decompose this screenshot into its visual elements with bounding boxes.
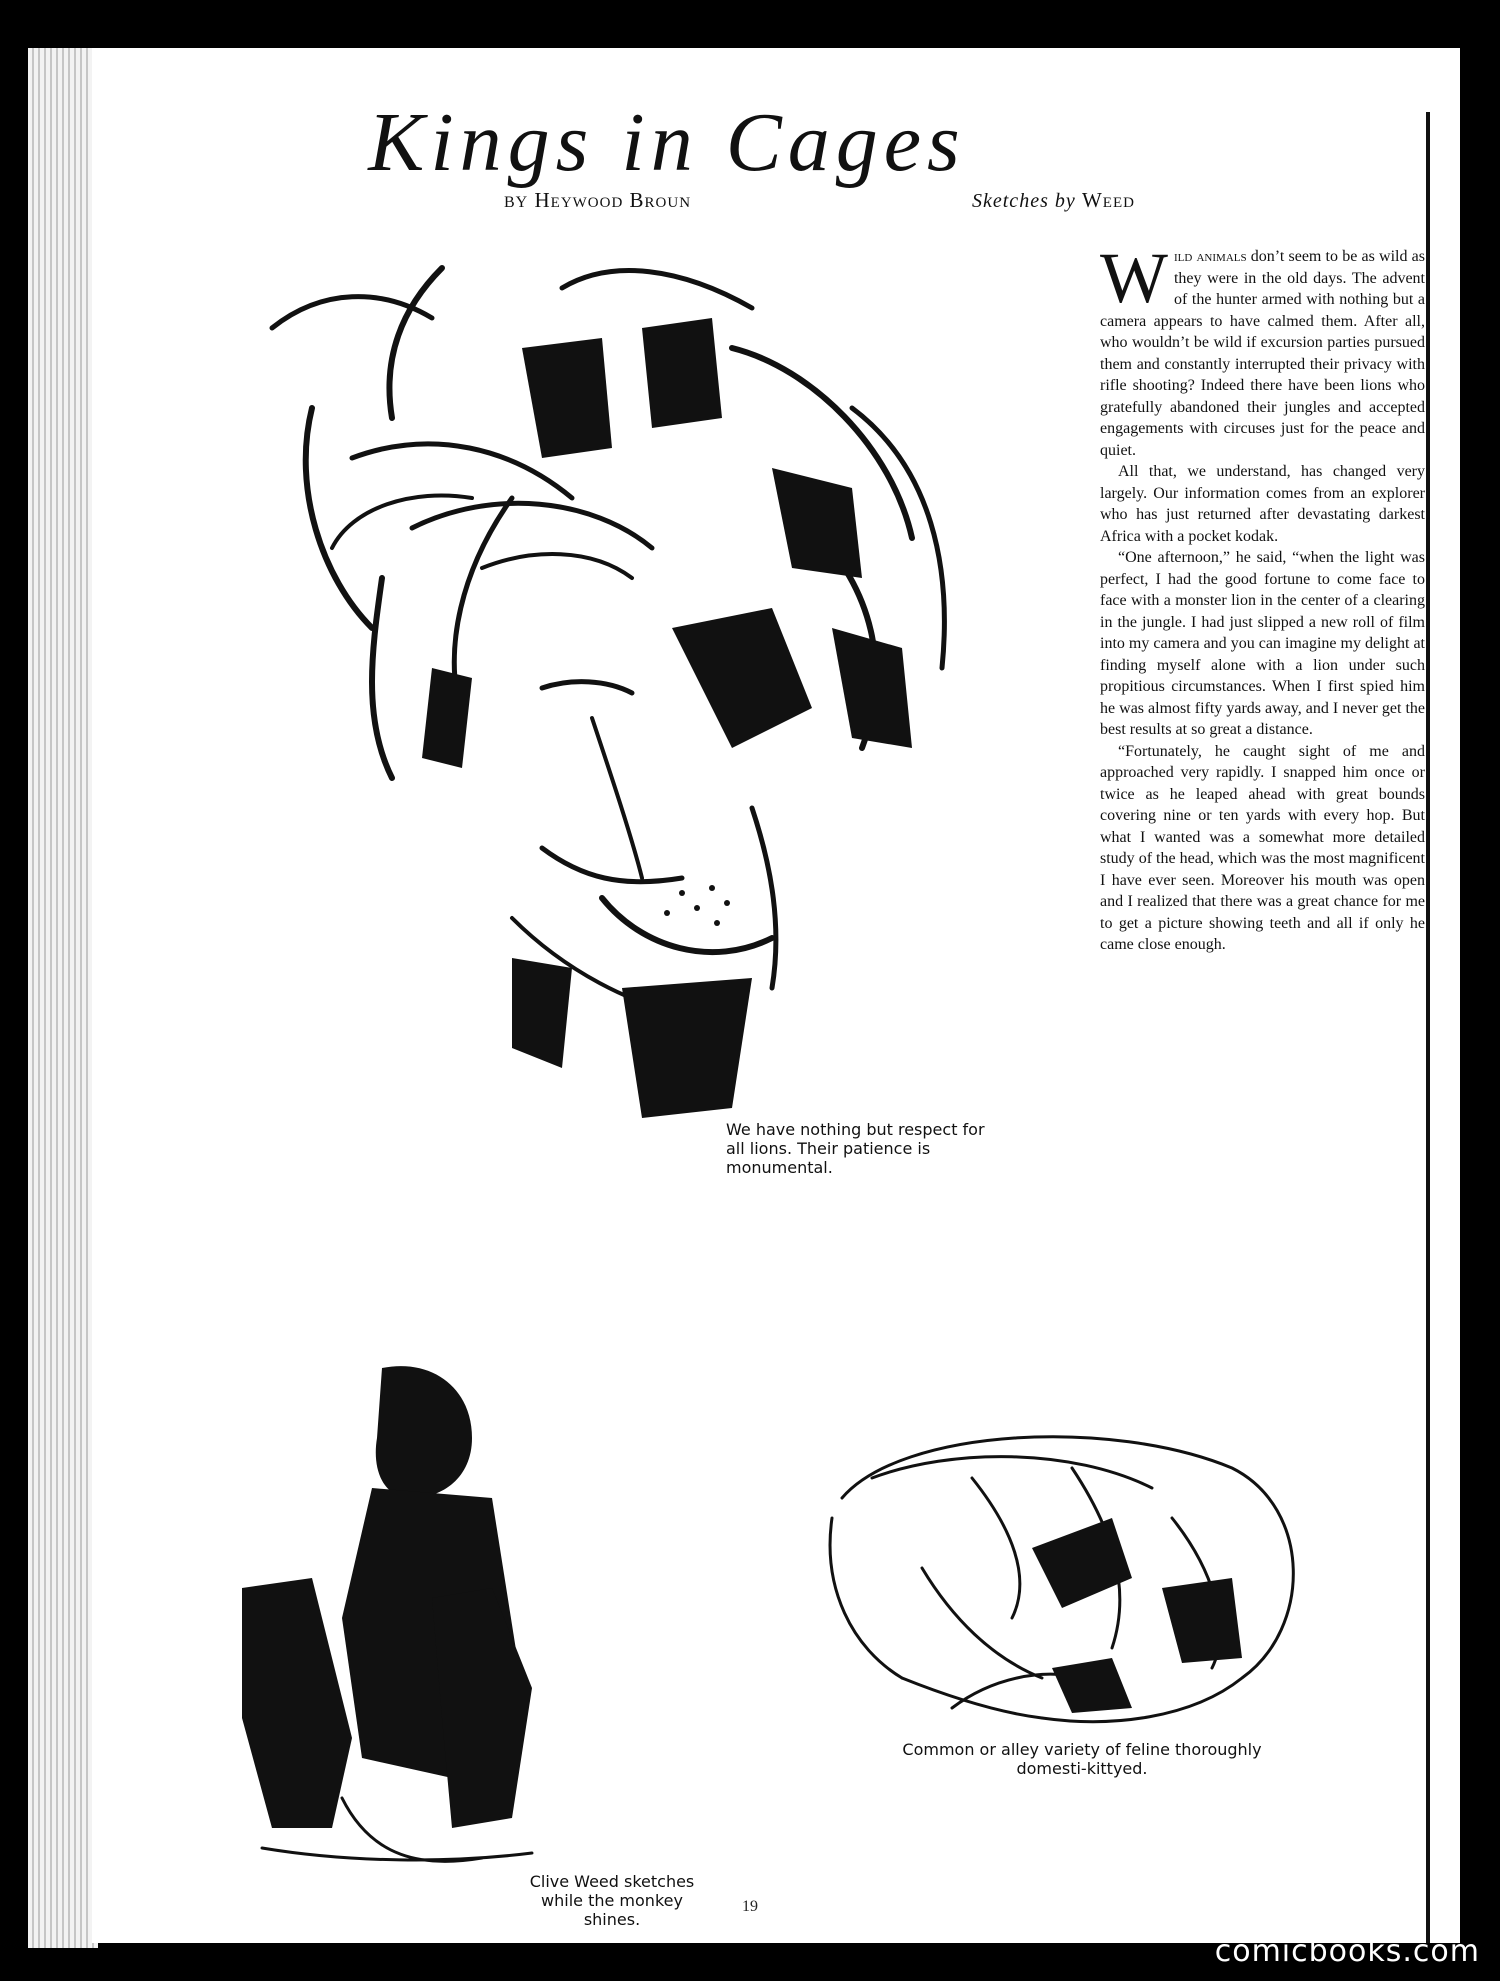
article-title: Kings in Cages [368,96,966,189]
page-number: 19 [742,1898,758,1915]
paragraph-1-text: don’t seem to be as wild as they were in the old days. The advent of the hunter armed with nothing but a camera appears to have calmed them. After all, who wouldn’t be wild if excursion parties pursued them and constantly interrupted their privacy with rifle shooting? Indeed there have been lions who gratefully abandoned their jungles and accepted engagements with circuses just for the peace and quiet. [1100,248,1425,459]
paragraph-1 [1100,238,1425,461]
artist-byline [972,188,1135,213]
artist-name: Weed [1081,188,1135,212]
cat-sketch [812,1408,1332,1738]
cat-caption: Common or alley variety of feline thoroughly domesti-kittyed. [902,1740,1262,1778]
byline-prefix: BY [504,194,529,211]
lion-head-sketch [212,248,1092,1148]
sketches-label: Sketches by [972,190,1076,212]
author-name: Heywood Broun [534,188,692,212]
article-body [1100,238,1425,956]
magazine-page [92,48,1460,1943]
paragraph-3: “One afternoon,” he said, “when the light was perfect, I had the good fortune to come face to face with a monster lion in the center of a clearing in the jungle. I had just slipped a new roll of film into my camera and you can imagine my delight at finding myself alone with a lion under such propitious circumstances. When I first spied him he was almost fifty yards away, and I never get the best results at so great a distance. [1100,549,1425,738]
first-words: ild animals [1173,248,1247,265]
lion-caption: We have nothing but respect for all lions. Their patience is monumental. [726,1120,985,1177]
paragraph-2: All that, we understand, has changed very largely. Our information comes from an explorer who has just returned after devastating darkest Africa with a pocket kodak. [1100,463,1425,545]
paragraph-4: “Fortunately, he caught sight of me and approached very rapidly. I snapped him once or twice as he leaped ahead with great bounds covering nine or ten yards with every hop. But what I wanted was a somewhat more detailed study of the head, which was the most magnificent I have ever seen. Moreover his mouth was open and I realized that there was a great chance for me to get a picture showing teeth and all if only he came close enough. [1100,742,1425,953]
author-byline [504,188,691,213]
watermark: comicbooks.com [1214,1934,1480,1969]
monkey-caption: Clive Weed sketches while the monkey shines. [529,1872,695,1929]
facing-page-edge [1426,112,1450,1943]
page-edges [28,48,98,1948]
drop-cap: W [1100,238,1168,318]
monkey-sketch [202,1358,602,1878]
